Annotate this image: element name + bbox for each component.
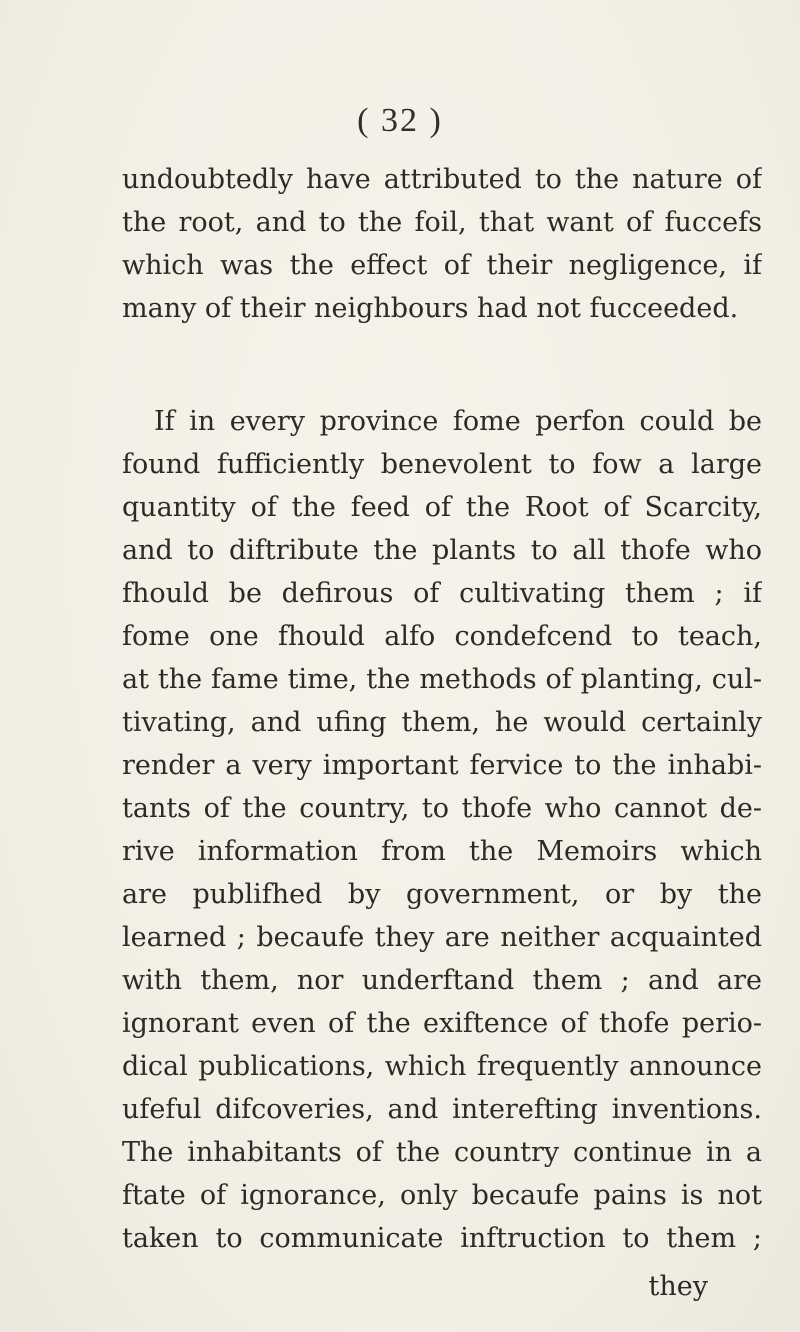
text-line: dical publications, which frequently announce <box>122 1051 762 1082</box>
text-line: many of their neighbours had not fucceeded. <box>122 293 739 324</box>
text-line: which was the effect of their negligence, if <box>122 250 762 281</box>
paragraph-1 <box>122 158 762 330</box>
text-line: render a very important fervice to the inhabi- <box>122 750 762 781</box>
text-line: ufeful difcoveries, and interefting inventions. <box>122 1094 762 1125</box>
paragraph-2 <box>122 400 762 1260</box>
text-line: ftate of ignorance, only becaufe pains is not <box>122 1180 762 1211</box>
text-line: tants of the country, to thofe who cannot de- <box>122 793 762 824</box>
text-line: taken to communicate inftruction to them ; <box>122 1223 762 1254</box>
text-line: The inhabitants of the country continue in a <box>122 1137 762 1168</box>
text-line: found fufficiently benevolent to fow a large <box>122 449 762 480</box>
text-line: at the fame time, the methods of planting, cul- <box>122 664 762 695</box>
text-line: quantity of the feed of the Root of Scarcity, <box>122 492 762 523</box>
text-line: ignorant even of the exiftence of thofe perio- <box>122 1008 762 1039</box>
text-line: tivating, and ufing them, he would certainly <box>122 707 762 738</box>
page-number: ( 32 ) <box>357 102 443 139</box>
text-line: fhould be defirous of cultivating them ; if <box>122 578 762 609</box>
text-line: undoubtedly have attributed to the nature of <box>122 164 762 195</box>
text-line: fome one fhould alfo condefcend to teach, <box>122 621 762 652</box>
text-line: and to diftribute the plants to all thofe who <box>122 535 762 566</box>
text-line: are publifhed by government, or by the <box>122 879 762 910</box>
catchword: they <box>648 1271 708 1302</box>
text-line: If in every province fome perfon could be <box>154 406 762 437</box>
text-line: the root, and to the foil, that want of fuccefs <box>122 207 762 238</box>
text-line: rive information from the Memoirs which <box>122 836 762 867</box>
text-line: with them, nor underftand them ; and are <box>122 965 762 996</box>
text-line: learned ; becaufe they are neither acquainted <box>122 922 762 953</box>
